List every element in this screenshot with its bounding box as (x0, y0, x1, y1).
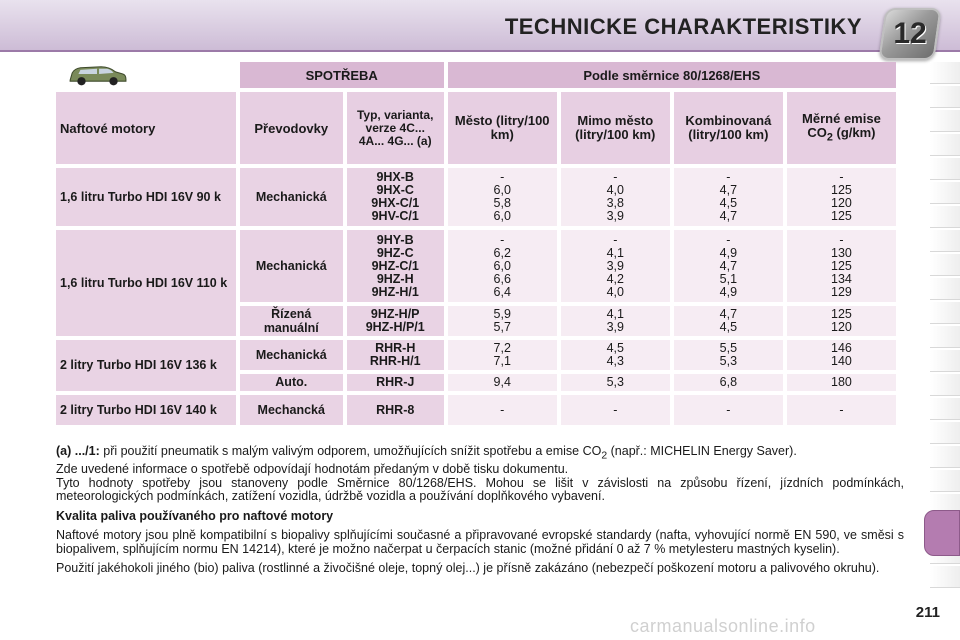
footnote-a (56, 445, 904, 463)
cell-line: - (839, 232, 844, 247)
page-number: 211 (915, 604, 940, 621)
page-title: TECHNICKE CHARAKTERISTIKY (504, 14, 862, 39)
combined-cell (674, 306, 783, 336)
col-header-combined-text: Kombinovaná (litry/100 km) (685, 113, 772, 142)
cell-line: 4,7 (719, 209, 738, 223)
page-header (0, 0, 960, 52)
gearbox-cell-text: Řízená manuální (263, 307, 319, 335)
cell-line: 140 (831, 354, 852, 368)
outside-cell (561, 230, 670, 302)
cell-line: 6,4 (493, 284, 511, 299)
cell-line: 3,8 (606, 196, 624, 210)
cell-line: 3,9 (606, 209, 624, 223)
cell-line: - (613, 232, 618, 247)
gearbox-cell: Mechanická (240, 168, 343, 226)
cell-line: 4,7 (719, 258, 738, 273)
warning-paragraph: Použití jakéhokoli jiného (bio) paliva (rostlinné a živočišné oleje, topný olej...) je přísně zakázáno (nebezpečí poškození motoru a palivového okruhu). (56, 561, 880, 575)
co2-cell (787, 306, 896, 336)
cell-line: 9HZ-H/1 (371, 284, 419, 299)
footnote-label: (a) .../1: (56, 444, 100, 458)
cell-line: 6,0 (493, 209, 511, 223)
active-chapter-tab[interactable] (924, 510, 960, 556)
side-tab[interactable] (930, 566, 960, 588)
combined-cell (674, 230, 783, 302)
combined-cell: 6,8 (674, 374, 783, 391)
gearbox-cell: Mechancká (240, 395, 343, 425)
col-header-city-text: Město (litry/100 km) (454, 113, 550, 142)
col-header-type (347, 92, 444, 164)
section-heading: Kvalita paliva používaného pro naftové motory (56, 508, 334, 523)
cell-line: 146 (831, 341, 852, 355)
city-cell (448, 306, 557, 336)
side-tab[interactable] (930, 158, 960, 180)
footnote-text: při použití pneumatik s malým valivým odporem, umožňujících snížit spotřebu a emise CO (99, 444, 602, 458)
type-cell (347, 340, 444, 370)
outside-cell (561, 306, 670, 336)
type-cell (347, 306, 444, 336)
cell-line: 7,1 (493, 354, 511, 368)
cell-line: 4,9 (719, 245, 738, 260)
combined-cell (674, 168, 783, 226)
co2-label: Měrné emise CO (802, 110, 881, 140)
cell-line: 9HV-C/1 (371, 209, 419, 223)
co2-cell (787, 340, 896, 370)
side-tab[interactable] (930, 374, 960, 396)
type-cell: RHR-8 (347, 395, 444, 425)
cell-line: 5,1 (719, 271, 738, 286)
cell-line: 4,5 (606, 341, 624, 355)
gearbox-cell (240, 306, 343, 336)
cell-line: 4,5 (719, 320, 738, 334)
outside-cell (561, 168, 670, 226)
consumption-header: SPOTŘEBA (240, 62, 444, 88)
outside-cell (561, 340, 670, 370)
col-header-co2 (787, 92, 896, 164)
cell-line: 9HZ-H/P (370, 307, 420, 321)
engine-cell: 2 litry Turbo HDI 16V 140 k (56, 395, 236, 425)
outside-cell: 5,3 (561, 374, 670, 391)
directive-header: Podle směrnice 80/1268/EHS (448, 62, 896, 88)
side-tab[interactable] (930, 206, 960, 228)
cell-line: 4,1 (606, 245, 624, 260)
co2-cell (787, 230, 896, 302)
cell-line: 4,0 (606, 183, 624, 197)
cell-line: 5,9 (493, 307, 511, 321)
cell-line: 4,7 (719, 307, 738, 321)
cell-line: 4,5 (719, 196, 738, 210)
side-tab[interactable] (930, 302, 960, 324)
footnote-subscript: 2 (601, 450, 608, 462)
gearbox-cell: Mechanická (240, 340, 343, 370)
co2-cell: - (787, 395, 896, 425)
info-paragraph: Zde uvedené informace o spotřebě odpovídají hodnotám předaným v době tisku dokumentu. (56, 462, 569, 476)
col-header-gearbox: Převodovky (240, 92, 343, 164)
cell-line: 9HZ-H/P/1 (365, 320, 425, 334)
type-cell: RHR-J (347, 374, 444, 391)
info-paragraph: Naftové motory jsou plně kompatibilní s biopalivy splňujícími současné a připravované evropské standardy (nafta, vyhovující normě EN 590, ve směsi s biopalivem, splňujícím normu EN 14214), které je možno načerpat u čerpacích stanic (možné přidání 0 až 7 % metylesteru mastných kyselin). (56, 528, 904, 556)
type-cell (347, 230, 444, 302)
co2-subscript: 2 (826, 131, 833, 144)
combined-cell (674, 340, 783, 370)
cell-line: - (726, 232, 731, 247)
side-tab[interactable] (930, 422, 960, 444)
cell-line: 6,0 (493, 258, 511, 273)
cell-line: 125 (831, 183, 852, 197)
cell-line: 6,6 (493, 271, 511, 286)
cell-line: 120 (831, 320, 852, 334)
cell-line: 9HZ-H (376, 271, 414, 286)
notes-section (56, 445, 904, 576)
cell-line: 4,9 (719, 284, 738, 299)
col-header-city (448, 92, 557, 164)
cell-line: 9HZ-C (376, 245, 414, 260)
co2-unit: (g/km) (832, 124, 876, 140)
co2-cell: 180 (787, 374, 896, 391)
cell-line: 9HX-B (376, 170, 414, 184)
cell-line: 9HZ-C/1 (371, 258, 419, 273)
cell-line: 129 (831, 284, 852, 299)
info-paragraph: Tyto hodnoty spotřeby jsou stanoveny podle Směrnice 80/1268/EHS. Mohou se lišit v závislosti na způsobu řízení, jízdních podmínkách, meteorologických podmínkách, zatížení vozidla, údržbě vozidla a používání doplňkového vybavení. (56, 475, 904, 503)
cell-line: - (726, 170, 731, 184)
cell-line: 4,7 (719, 183, 738, 197)
chapter-number: 12 (893, 17, 927, 50)
footnote-text-end: (např.: MICHELIN Energy Saver). (607, 444, 797, 458)
side-tab[interactable] (930, 86, 960, 108)
engine-cell: 1,6 litru Turbo HDI 16V 90 k (56, 168, 236, 226)
cell-line: - (500, 232, 505, 247)
co2-cell (787, 168, 896, 226)
cell-line: 5,3 (719, 354, 738, 368)
cell-line: RHR-H (375, 341, 416, 355)
col-header-outside (561, 92, 670, 164)
cell-line: 4,0 (606, 284, 624, 299)
side-tab[interactable] (930, 446, 960, 468)
side-tab[interactable] (930, 326, 960, 348)
car-icon (66, 62, 128, 88)
side-tab[interactable] (930, 110, 960, 132)
cell-line: 9HX-C/1 (371, 196, 420, 210)
car-icon-cell (56, 62, 236, 88)
col-header-type-text: Typ, varianta, verze 4C... 4A... 4G... (a) (356, 107, 434, 148)
cell-line: 9HY-B (376, 232, 414, 247)
side-tab[interactable] (930, 278, 960, 300)
side-tab[interactable] (930, 350, 960, 372)
col-header-combined (674, 92, 783, 164)
city-cell: 9,4 (448, 374, 557, 391)
city-cell (448, 230, 557, 302)
col-header-engine: Naftové motory (56, 92, 236, 164)
city-cell (448, 340, 557, 370)
cell-line: 125 (831, 209, 852, 223)
cell-line: - (839, 170, 844, 184)
cell-line: 125 (831, 307, 852, 321)
side-tab[interactable] (930, 254, 960, 276)
cell-line: RHR-H/1 (369, 354, 421, 368)
cell-line: 130 (831, 245, 852, 260)
cell-line: - (613, 170, 618, 184)
side-tab[interactable] (930, 230, 960, 252)
cell-line: 3,9 (606, 320, 624, 334)
cell-line: 9HX-C (376, 183, 414, 197)
type-cell (347, 168, 444, 226)
engine-cell: 2 litry Turbo HDI 16V 136 k (56, 340, 236, 391)
cell-line: 7,2 (493, 341, 511, 355)
cell-line: 5,5 (719, 341, 738, 355)
chapter-badge (878, 8, 941, 60)
col-header-outside-text: Mimo město (litry/100 km) (575, 113, 656, 142)
cell-line: 4,1 (606, 307, 624, 321)
side-tab[interactable] (930, 134, 960, 156)
gearbox-cell: Mechanická (240, 230, 343, 302)
cell-line: 4,2 (606, 271, 624, 286)
watermark: carmanualsonline.info (630, 616, 816, 636)
side-tab[interactable] (930, 62, 960, 84)
cell-line: 4,3 (606, 354, 624, 368)
gearbox-cell: Auto. (240, 374, 343, 391)
outside-cell: - (561, 395, 670, 425)
consumption-table (52, 58, 900, 429)
engine-cell: 1,6 litru Turbo HDI 16V 110 k (56, 230, 236, 336)
cell-line: 6,0 (493, 183, 511, 197)
side-tab[interactable] (930, 182, 960, 204)
cell-line: - (500, 170, 505, 184)
city-cell (448, 168, 557, 226)
cell-line: 125 (831, 258, 852, 273)
cell-line: 6,2 (493, 245, 511, 260)
combined-cell: - (674, 395, 783, 425)
cell-line: 120 (831, 196, 852, 210)
side-tab[interactable] (930, 398, 960, 420)
cell-line: 134 (831, 271, 852, 286)
cell-line: 5,7 (493, 320, 511, 334)
city-cell: - (448, 395, 557, 425)
side-tab[interactable] (930, 470, 960, 492)
cell-line: 5,8 (493, 196, 511, 210)
cell-line: 3,9 (606, 258, 624, 273)
